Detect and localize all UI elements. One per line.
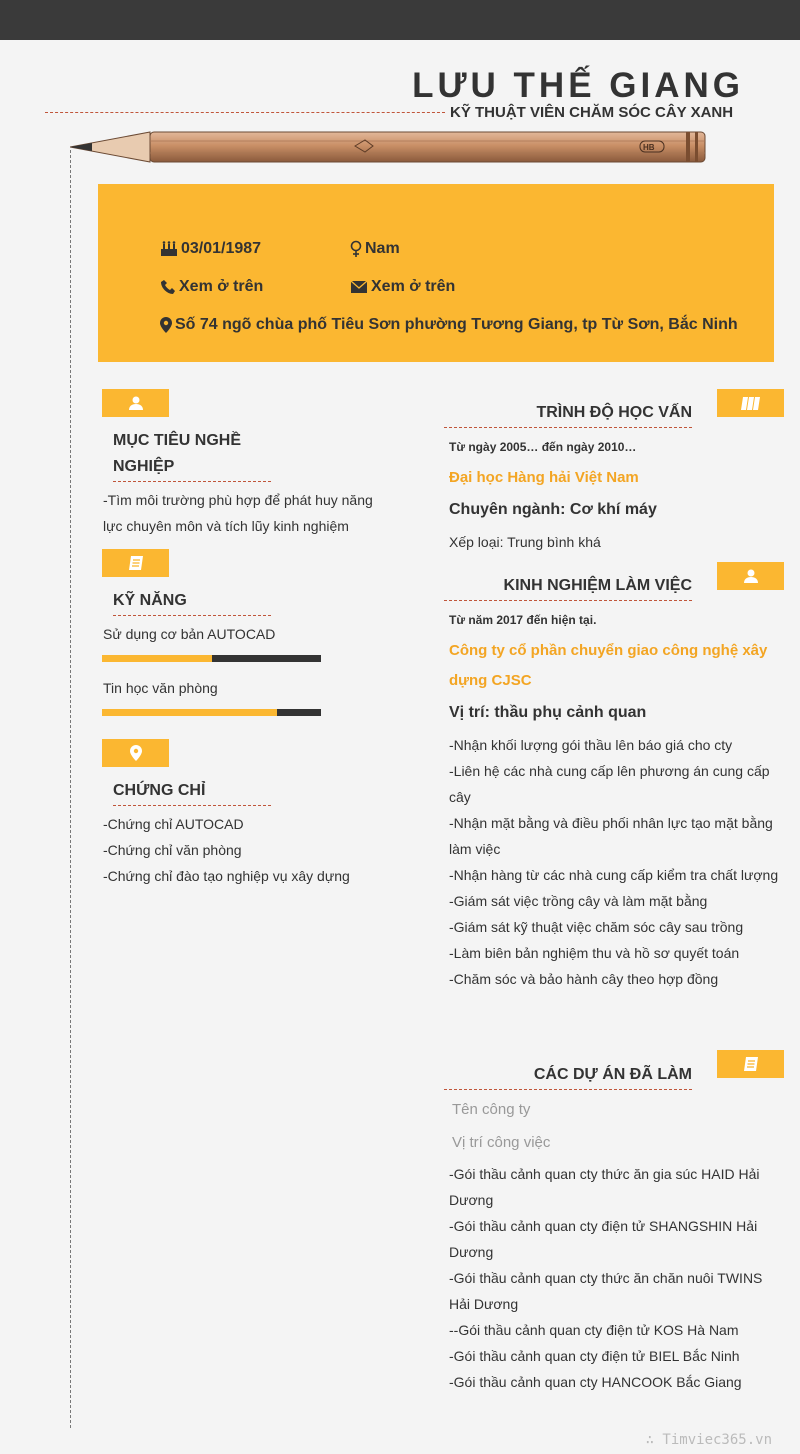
education-icon-box	[717, 389, 784, 417]
user-icon	[743, 568, 759, 584]
watermark: ∴ Timviec365.vn	[645, 1432, 772, 1448]
objective-icon-box	[102, 389, 169, 417]
address-row	[160, 316, 738, 334]
projects-title: CÁC DỰ ÁN ĐÃ LÀM	[533, 1066, 692, 1083]
skills-title: KỸ NĂNG	[113, 592, 187, 609]
objective-text-1: -Tìm môi trường phù hợp để phát huy năng	[103, 492, 373, 508]
gender-row	[350, 240, 400, 258]
education-divider	[444, 427, 692, 428]
duty-line: làm việc	[449, 841, 501, 857]
gender-value: Nam	[365, 240, 400, 257]
skills-icon-box	[102, 549, 169, 577]
female-icon	[350, 240, 362, 258]
skill-label: Tin học văn phòng	[103, 680, 218, 696]
duty-line: -Nhận hàng từ các nhà cung cấp kiểm tra chất lượng	[449, 867, 779, 883]
project-line: -Gói thầu cảnh quan cty thức ăn chăn nuôi TWINS	[449, 1270, 763, 1286]
map-pin-icon	[160, 317, 172, 333]
duty-line: -Chăm sóc và bảo hành cây theo hợp đồng	[449, 971, 719, 987]
objective-divider	[113, 481, 271, 482]
cv-page	[0, 40, 800, 1454]
education-title: TRÌNH ĐỘ HỌC VẤN	[536, 404, 692, 421]
objective-title-line2: NGHIỆP	[113, 458, 175, 475]
education-school: Đại học Hàng hải Việt Nam	[449, 469, 639, 486]
project-position-placeholder: Vị trí công việc	[452, 1134, 551, 1151]
notebook-icon	[742, 1056, 760, 1072]
duty-line: cây	[449, 789, 471, 805]
duty-line: -Giám sát việc trồng cây và làm mặt bằng	[449, 893, 708, 909]
skill-label: Sử dụng cơ bản AUTOCAD	[103, 626, 276, 642]
certificate-item: -Chứng chỉ AUTOCAD	[103, 816, 244, 832]
pencil-grade-label: HB	[643, 143, 655, 152]
education-major: Chuyên ngành: Cơ khí máy	[449, 501, 657, 518]
certificates-divider	[113, 805, 271, 806]
project-line: -Gói thầu cảnh quan cty điện tử BIEL Bắc Ninh	[449, 1348, 740, 1364]
projects-icon-box	[717, 1050, 784, 1078]
project-line: Dương	[449, 1192, 494, 1208]
header-divider	[45, 112, 445, 113]
certificates-icon-box	[102, 739, 169, 767]
objective-title-line1: MỤC TIÊU NGHỀ	[113, 432, 241, 449]
experience-position: Vị trí: thầu phụ cảnh quan	[449, 704, 647, 721]
duty-line: -Nhận mặt bằng và điều phối nhân lực tạo mặt bằng	[449, 815, 773, 831]
certificate-item: -Chứng chỉ văn phòng	[103, 842, 242, 858]
envelope-icon	[350, 280, 368, 294]
duty-line: -Nhận khối lượng gói thầu lên báo giá cho cty	[449, 737, 733, 753]
project-line: -Gói thầu cảnh quan cty điện tử SHANGSHIN Hải	[449, 1218, 758, 1234]
skill-bar-autocad	[102, 655, 321, 662]
user-icon	[128, 395, 144, 411]
phone-value[interactable]: Xem ở trên	[179, 278, 264, 295]
skill-bar-fill	[102, 655, 212, 662]
books-icon	[740, 395, 762, 411]
experience-icon-box	[717, 562, 784, 590]
phone-icon	[160, 279, 176, 295]
certificates-title: CHỨNG CHỈ	[113, 782, 206, 799]
personal-info-box	[98, 184, 774, 362]
job-title: KỸ THUẬT VIÊN CHĂM SÓC CÂY XANH	[450, 104, 734, 121]
birthday-row	[160, 240, 261, 258]
skills-divider	[113, 615, 271, 616]
objective-title	[113, 428, 241, 480]
experience-company-2: dựng CJSC	[449, 672, 532, 689]
duty-line: -Giám sát kỹ thuật việc chăm sóc cây sau trồng	[449, 919, 744, 935]
project-line: -Gói thầu cảnh quan cty thức ăn gia súc HAID Hải	[449, 1166, 760, 1182]
skill-bar-fill	[102, 709, 277, 716]
project-line: --Gói thầu cảnh quan cty điện tử KOS Hà Nam	[449, 1322, 739, 1338]
address-value: Số 74 ngõ chùa phố Tiêu Sơn phường Tương Giang, tp Từ Sơn, Bắc Ninh	[175, 316, 738, 333]
education-period: Từ ngày 2005… đến ngày 2010…	[449, 440, 637, 454]
duty-line: -Làm biên bản nghiệm thu và hồ sơ quyết toán	[449, 945, 740, 961]
experience-divider	[444, 600, 692, 601]
duty-line: -Liên hệ các nhà cung cấp lên phương án cung cấp	[449, 763, 770, 779]
email-value[interactable]: Xem ở trên	[371, 278, 456, 295]
birthday-value: 03/01/1987	[181, 240, 262, 257]
notebook-icon	[127, 555, 145, 571]
projects-divider	[444, 1089, 692, 1090]
project-line: -Gói thầu cảnh quan cty HANCOOK Bắc Giang	[449, 1374, 742, 1390]
skill-bar-office	[102, 709, 321, 716]
cake-icon	[160, 241, 178, 257]
project-company-placeholder: Tên công ty	[452, 1101, 531, 1118]
project-line: Dương	[449, 1244, 494, 1260]
experience-title: KINH NGHIỆM LÀM VIỆC	[503, 577, 692, 594]
location-pin-icon	[130, 745, 142, 761]
candidate-name: LƯU THẾ GIANG	[412, 66, 744, 105]
project-line: Hải Dương	[449, 1296, 519, 1312]
certificate-item: -Chứng chỉ đào tạo nghiệp vụ xây dựng	[103, 868, 350, 884]
education-grade: Xếp loại: Trung bình khá	[449, 534, 601, 550]
pencil-illustration	[70, 128, 712, 166]
experience-period: Từ năm 2017 đến hiện tại.	[449, 613, 597, 627]
objective-text-2: lực chuyên môn và tích lũy kinh nghiệm	[103, 518, 349, 534]
timeline-line	[70, 150, 71, 1428]
email-row	[350, 278, 455, 296]
experience-company-1: Công ty cổ phần chuyển giao công nghệ xây	[449, 642, 768, 659]
phone-row	[160, 278, 263, 296]
